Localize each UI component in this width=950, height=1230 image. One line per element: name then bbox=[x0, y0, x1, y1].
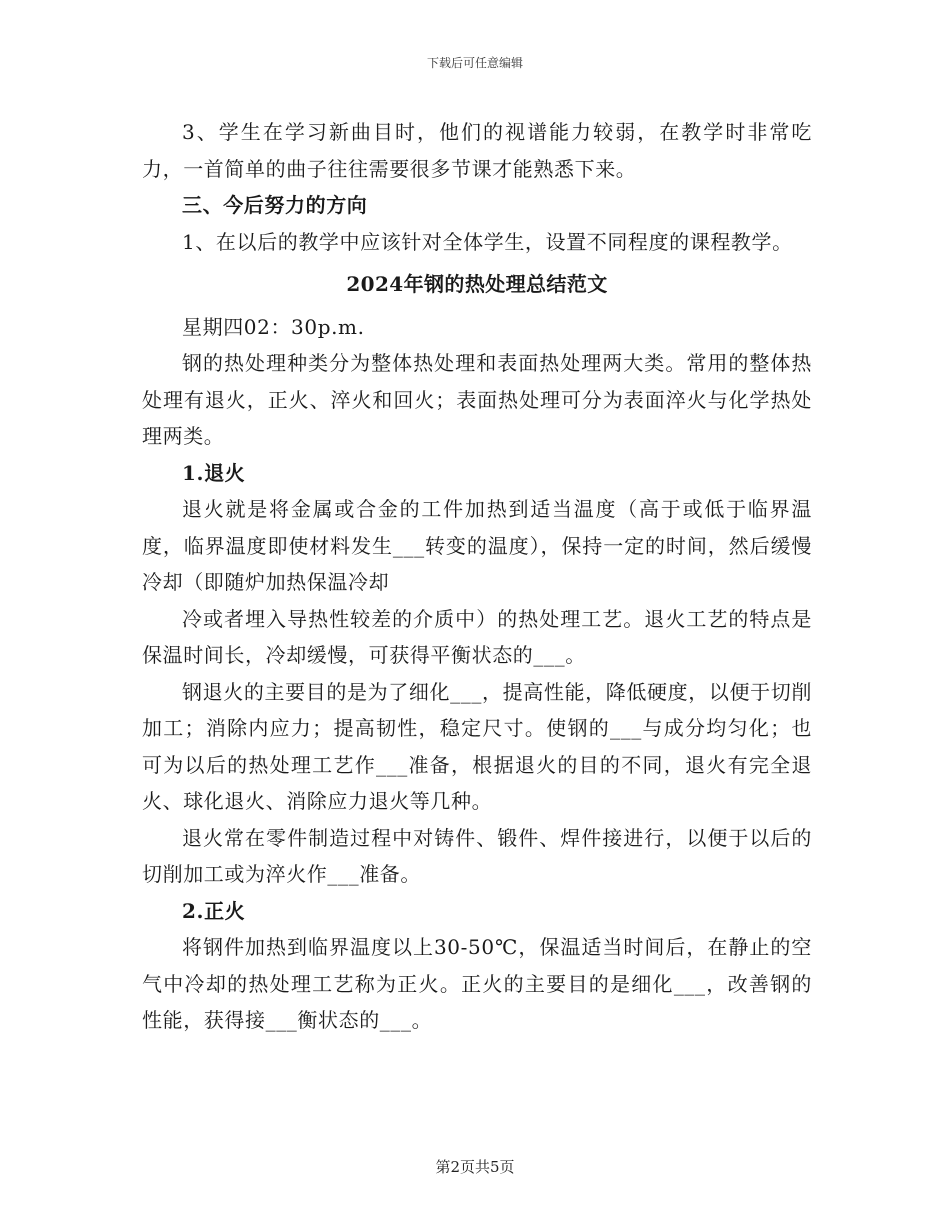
section-heading-future-direction: 三、今后努力的方向 bbox=[182, 193, 368, 217]
page-header-note: 下载后可任意编辑 bbox=[426, 56, 523, 70]
page-number: 第2页共5页 bbox=[435, 1158, 515, 1176]
date-line: 星期四02：30p.m. bbox=[182, 314, 365, 339]
paragraph-student-sight-reading: 3、学生在学习新曲目时，他们的视谱能力较弱，在教学时非常吃力，一首简单的曲子往往需要很多节课才能熟悉下来。 bbox=[142, 120, 812, 181]
paragraph-annealing-definition: 退火就是将金属或合金的工件加热到适当温度（高于或低于临界温度，临界温度即使材料发生___转变的温度），保持一定的时间，然后缓慢冷却（即随炉加热保温冷却 bbox=[142, 497, 812, 594]
paragraph-normalizing-definition: 将钢件加热到临界温度以上30-50℃，保温适当时间后，在静止的空气中冷却的热处理工艺称为正火。正火的主要目的是细化___，改善钢的性能，获得接___衡状态的___。 bbox=[142, 935, 812, 1032]
paragraph-annealing-usage: 退火常在零件制造过程中对铸件、锻件、焊件接进行，以便于以后的切削加工或为淬火作___准备。 bbox=[142, 825, 812, 886]
paragraph-heat-treatment-types: 钢的热处理种类分为整体热处理和表面热处理两大类。常用的整体热处理有退火，正火、淬火和回火；表面热处理可分为表面淬火与化学热处理两类。 bbox=[142, 351, 812, 448]
section-heading-annealing: 1.退火 bbox=[182, 460, 246, 485]
paragraph-annealing-purpose: 钢退火的主要目的是为了细化___，提高性能，降低硬度，以便于切削加工；消除内应力；提高韧性，稳定尺寸。使钢的___与成分均匀化；也可为以后的热处理工艺作___准备，根据退火的目的不同，退火有完全退火、球化退火、消除应力退火等几种。 bbox=[142, 679, 812, 813]
document-title: 2024年钢的热处理总结范文 bbox=[346, 272, 608, 296]
paragraph-teaching-plan: 1、在以后的教学中应该针对全体学生，设置不同程度的课程教学。 bbox=[182, 229, 793, 254]
paragraph-annealing-process: 冷或者埋入导热性较差的介质中）的热处理工艺。退火工艺的特点是保温时间长，冷却缓慢，可获得平衡状态的___。 bbox=[142, 606, 812, 667]
section-heading-normalizing: 2.正火 bbox=[182, 898, 246, 923]
document-body bbox=[142, 114, 812, 1039]
